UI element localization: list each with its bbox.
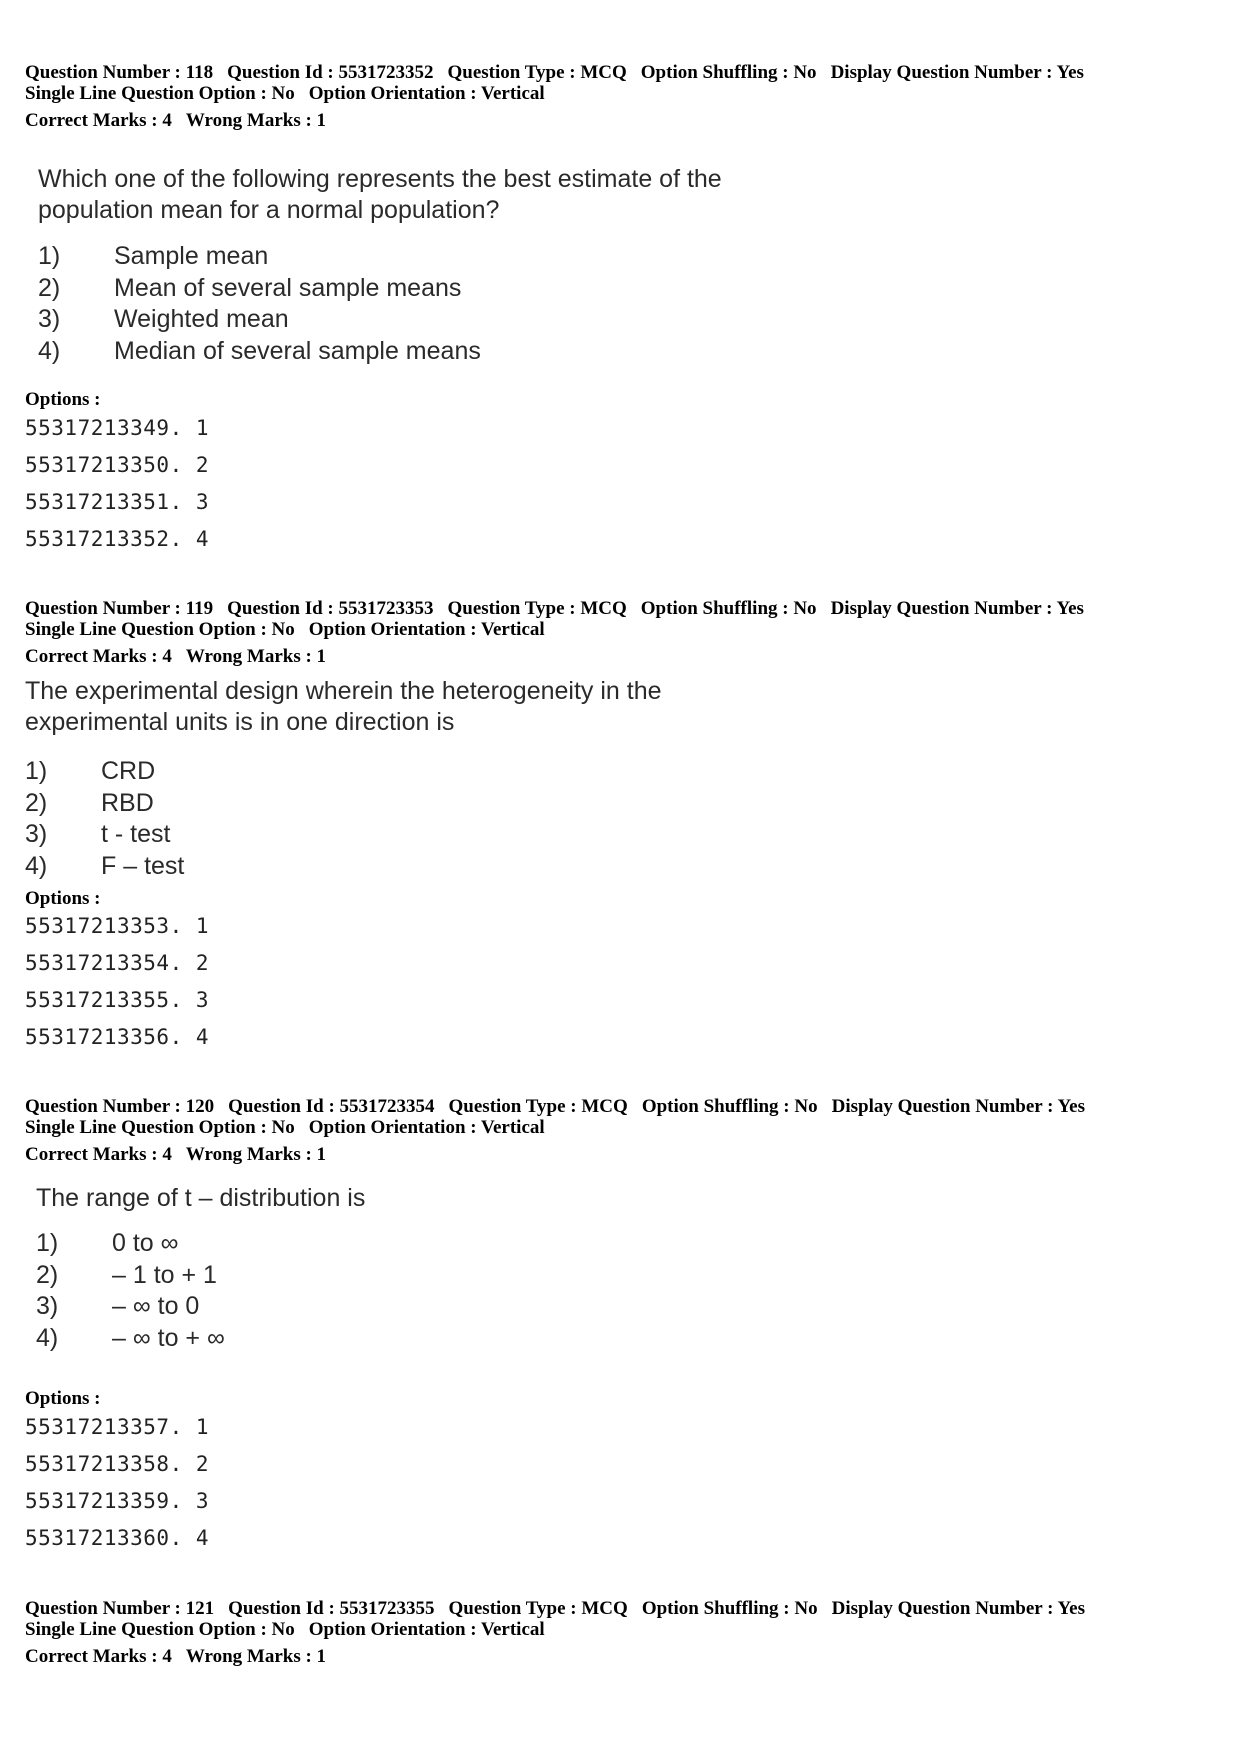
question-text-line: population mean for a normal population?	[38, 196, 500, 224]
answer-option: 55317213354. 2	[25, 951, 210, 975]
answer-option: 55317213358. 2	[25, 1452, 210, 1476]
options-label: Options :	[25, 389, 101, 410]
choice-2: 2) RBD	[25, 788, 154, 817]
choice-3: 3) – ∞ to 0	[36, 1292, 200, 1321]
question-text-line: experimental units is in one direction is	[25, 708, 455, 736]
options-label: Options :	[25, 888, 101, 909]
answer-option: 55317213353. 1	[25, 914, 210, 938]
choice-4: 4) – ∞ to + ∞	[36, 1323, 225, 1352]
question-118-meta: Question Number : 118 Question Id : 5531723352 Question Type : MCQ Option Shuffling : No Display Question Number : Yes Single Line Question Option : No Option Orientation : Vertical Correct Marks : 4 Wrong Marks : 1	[25, 62, 1084, 131]
answer-option: 55317213351. 3	[25, 490, 210, 514]
question-120-body	[36, 1183, 365, 1354]
question-text-line: The range of t – distribution is	[36, 1184, 366, 1212]
choice-2: 2) Mean of several sample means	[38, 273, 462, 302]
choice-1: 1) 0 to ∞	[36, 1229, 179, 1258]
answer-option: 55317213359. 3	[25, 1489, 210, 1513]
answer-option: 55317213357. 1	[25, 1415, 210, 1439]
question-121-meta: Question Number : 121 Question Id : 5531723355 Question Type : MCQ Option Shuffling : No Display Question Number : Yes Single Line Question Option : No Option Orientation : Vertical Correct Marks : 4 Wrong Marks : 1	[25, 1598, 1085, 1667]
options-label: Options :	[25, 1388, 101, 1409]
choice-2: 2) – 1 to + 1	[36, 1260, 217, 1289]
answer-option: 55317213350. 2	[25, 453, 210, 477]
question-120-meta: Question Number : 120 Question Id : 5531723354 Question Type : MCQ Option Shuffling : No Display Question Number : Yes Single Line Question Option : No Option Orientation : Vertical Correct Marks : 4 Wrong Marks : 1	[25, 1096, 1085, 1165]
question-text-line: Which one of the following represents the best estimate of the	[38, 165, 722, 193]
choice-1: 1) Sample mean	[38, 242, 269, 271]
question-text-line: The experimental design wherein the heterogeneity in the	[25, 677, 662, 705]
answer-option: 55317213355. 3	[25, 988, 210, 1012]
choice-4: 4) F – test	[25, 851, 185, 880]
question-119-body	[25, 676, 662, 882]
question-118-body	[38, 164, 722, 367]
answer-option: 55317213352. 4	[25, 527, 210, 551]
answer-option: 55317213360. 4	[25, 1526, 210, 1550]
choice-1: 1) CRD	[25, 757, 156, 786]
choice-4: 4) Median of several sample means	[38, 336, 481, 365]
choice-3: 3) t - test	[25, 820, 171, 849]
answer-option: 55317213349. 1	[25, 416, 210, 440]
answer-option: 55317213356. 4	[25, 1025, 210, 1049]
choice-3: 3) Weighted mean	[38, 305, 289, 334]
question-119-meta: Question Number : 119 Question Id : 5531723353 Question Type : MCQ Option Shuffling : No Display Question Number : Yes Single Line Question Option : No Option Orientation : Vertical Correct Marks : 4 Wrong Marks : 1	[25, 598, 1084, 667]
